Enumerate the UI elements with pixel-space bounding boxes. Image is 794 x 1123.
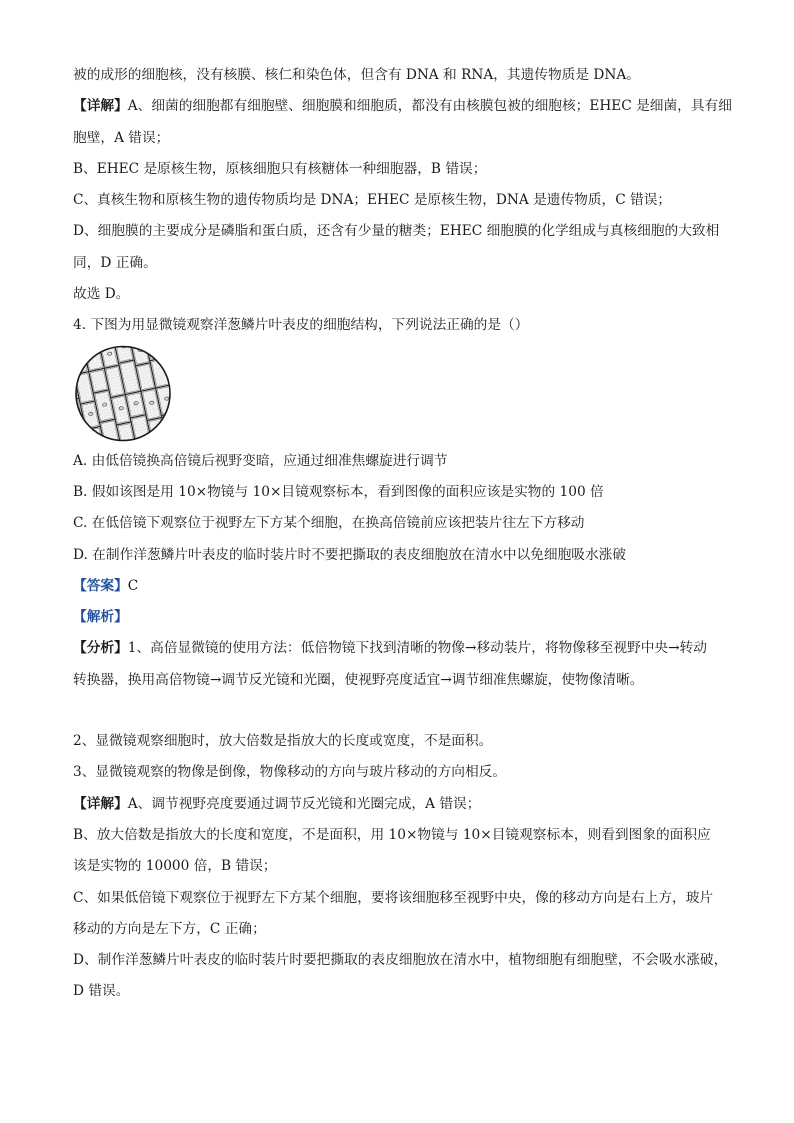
analysis-point-2: 2、显微镜观察细胞时，放大倍数是指放大的长度或宽度，不是面积。 xyxy=(73,733,493,750)
analysis-point-1-cont: 转换器，换用高倍物镜→调节反光镜和光圈，使视野亮度适宜→调节细准焦螺旋，使物像清晰。 xyxy=(73,671,644,688)
analysis-text: 1、高倍显微镜的使用方法：低倍物镜下找到清晰的物像→移动装片，将物像移至视野中央→转动 xyxy=(127,640,707,657)
detail-label: 【详解】 xyxy=(73,98,128,115)
cell-wall xyxy=(73,427,93,441)
cell-wall xyxy=(158,345,173,353)
detail-text: A、调节视野亮度要通过调节反光镜和光圈完成，A 错误； xyxy=(127,795,481,812)
cell-grid xyxy=(73,345,173,442)
option-c: C. 在低倍镜下观察位于视野左下方某个细胞，在换高倍镜前应该把装片往左下方移动 xyxy=(73,515,585,532)
cell-membrane xyxy=(172,381,173,408)
cell-nucleus xyxy=(77,357,82,361)
detail-c-cont: 移动的方向是左下方，C 正确； xyxy=(73,920,266,937)
prev-detail-b: B、EHEC 是原核生物，原核细胞只有核糖体一种细胞器，B 错误； xyxy=(73,160,487,177)
analysis-sub-label: 【分析】 xyxy=(73,640,128,657)
detail-label: 【详解】 xyxy=(73,795,128,812)
prev-detail-c: C、真核生物和原核生物的遗传物质均是 DNA；EHEC 是原核生物，DNA 是遗传物质，C 错误； xyxy=(73,192,672,209)
detail-b-cont: 该是实物的 10000 倍，B 错误； xyxy=(73,858,277,875)
detail-d: D、制作洋葱鳞片叶表皮的临时装片时要把撕取的表皮细胞放在清水中，植物细胞有细胞壁，不会吸水涨破， xyxy=(73,952,728,969)
cell-wall xyxy=(73,346,89,375)
analysis-point-1 xyxy=(73,633,733,664)
cell-wall xyxy=(171,380,173,410)
prev-conclusion: 故选 D。 xyxy=(73,286,130,303)
detail-b: B、放大倍数是指放大的长度和宽度，不是面积，用 10×物镜与 10×目镜观察标本，则看到图象的面积应 xyxy=(73,826,711,843)
detail-a xyxy=(73,789,733,820)
prev-explanation-line: 被的成形的细胞核，没有核膜、核仁和染色体，但含有 DNA 和 RNA，其遗传物质是 DNA。 xyxy=(73,67,640,83)
blank-line xyxy=(73,696,733,726)
prev-detail-a xyxy=(73,91,733,122)
detail-c: C、如果低倍镜下观察位于视野左下方某个细胞，要将该细胞移至视野中央，像的移动方向是右上方，玻片 xyxy=(73,889,714,906)
analysis-point-3: 3、显微镜观察的物像是倒像，物像移动的方向与玻片移动的方向相反。 xyxy=(73,764,507,781)
onion-epidermis-micrograph xyxy=(73,345,173,442)
cell-membrane xyxy=(163,414,173,442)
answer-line xyxy=(73,571,733,602)
cell-membrane xyxy=(73,429,91,442)
option-d: D. 在制作洋葱鳞片叶表皮的临时装片时不要把撕取的表皮细胞放在清水中以免细胞吸水涨破 xyxy=(73,546,627,563)
question-stem: 4. 下图为用显微镜观察洋葱鳞片叶表皮的细胞结构，下列说法正确的是（） xyxy=(73,317,529,334)
page-content xyxy=(73,60,733,1008)
option-a: A. 由低倍镜换高倍镜后视野变暗，应通过细准焦螺旋进行调节 xyxy=(73,452,448,469)
answer-value: C xyxy=(127,577,139,594)
detail-d-cont: D 错误。 xyxy=(73,983,130,1000)
option-b: B. 假如该图是用 10×物镜与 10×目镜观察标本，看到图像的面积应该是实物的 100 倍 xyxy=(73,483,604,500)
analysis-label: 【解析】 xyxy=(73,609,128,626)
question-figure xyxy=(73,342,733,446)
cell-membrane xyxy=(160,345,173,352)
cell-nucleus xyxy=(91,350,96,354)
answer-label: 【答案】 xyxy=(73,577,128,594)
analysis-heading xyxy=(73,602,733,633)
prev-detail-d: D、细胞膜的主要成分是磷脂和蛋白质，还含有少量的糖类；EHEC 细胞膜的化学组成与真核细胞的大致相 xyxy=(73,223,720,240)
detail-text: A、细菌的细胞都有细胞壁、细胞膜和细胞质，都没有由核膜包被的细胞核；EHEC 是细菌，具有细 xyxy=(127,98,732,115)
prev-detail-a-cont: 胞壁，A 错误； xyxy=(73,129,170,146)
cell-nucleus xyxy=(73,410,78,414)
prev-detail-d-cont: 同，D 正确。 xyxy=(73,254,157,271)
